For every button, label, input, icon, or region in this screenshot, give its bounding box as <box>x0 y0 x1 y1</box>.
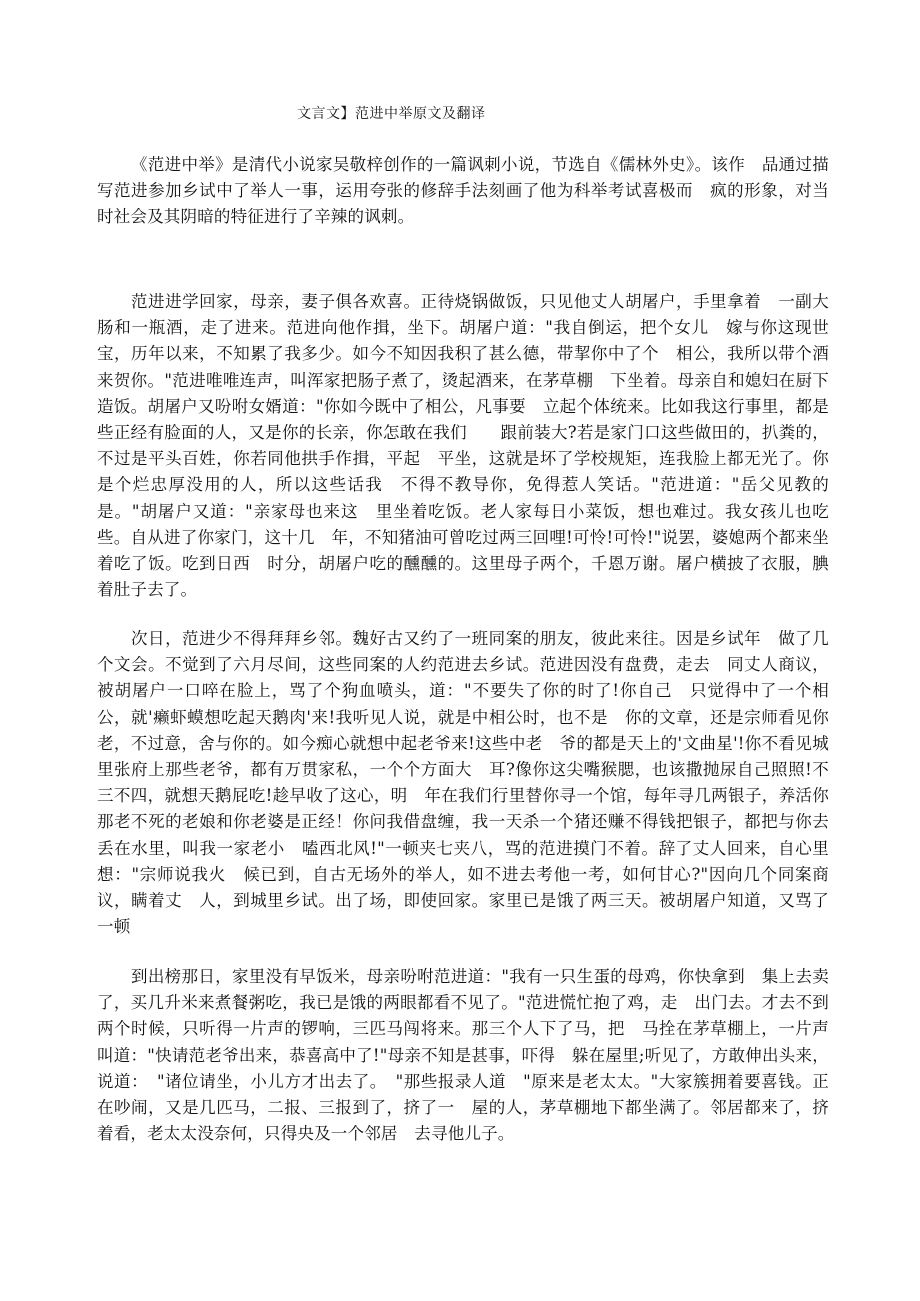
intro-paragraph: 《范进中举》是清代小说家吴敬梓创作的一篇讽刺小说，节选自《儒林外史》。该作 品通过描写范进参加乡试中了举人一事，运用夸张的修辞手法刻画了他为科举考试喜极而 疯的形象，对当时社会及其阴暗的特征进行了辛辣的讽刺。 <box>97 155 829 227</box>
body-paragraph-3: 到出榜那日，家里没有早饭米，母亲吩咐范进道："我有一只生蛋的母鸡，你快拿到 集上去卖了，买几升米来煮餐粥吃，我已是饿的两眼都看不见了。"范进慌忙抱了鸡，走 出门去。才去不到两个时候，只听得一片声的锣响，三匹马闯将来。那三个人下了马，把 马拴在茅草棚上，一片声叫道："快请范老爷出来，恭喜高中了!"母亲不知是甚事，吓得 躲在屋里;听见了，方敢伸出头来，说道： "诸位请坐，小儿方才出去了。 "那些报录人道 "原来是老太太。"大家簇拥着要喜钱。正在吵闹，又是几匹马，二报、三报到了，挤了一 屋的人，茅草棚地下都坐满了。邻居都来了，挤着看，老太太没奈何，只得央及一个邻居 去寻他儿子。 <box>97 967 829 1144</box>
body-paragraph-2: 次日，范进少不得拜拜乡邻。魏好古又约了一班同案的朋友，彼此来往。因是乡试年 做了几个文会。不觉到了六月尽间，这些同案的人约范进去乡试。范进因没有盘费，走去 同丈人商议，被胡屠户一口啐在脸上，骂了个狗血喷头，道："不要失了你的时了!你自己 只觉得中了一个相公，就'癞虾蟆想吃起天鹅肉'来!我听见人说，就是中相公时，也不是 你的文章，还是宗师看见你老，不过意，舍与你的。如今痴心就想中起老爷来!这些中老 爷的都是天上的'文曲星'!你不看见城里张府上那些老爷，都有万贯家私，一个个方面大 耳?像你这尖嘴猴腮，也该撒抛尿自己照照!不三不四，就想天鹅屁吃!趁早收了这心，明 年在我们行里替你寻一个馆，每年寻几两银子，养活你那老不死的老娘和你老婆是正经！你问我借盘缠，我一天杀一个猪还赚不得钱把银子，都把与你去丢在水里，叫我一家老小 嗑西北风!"一顿夹七夹八，骂的范进摸门不着。辞了丈人回来，自心里想："宗师说我火 候已到，自古无场外的举人，如不进去考他一考，如何甘心?"因向几个同案商议，瞒着丈 人，到城里乡试。出了场，即使回家。家里已是饿了两三天。被胡屠户知道，又骂了一顿 <box>97 629 829 937</box>
body-paragraph-1: 范进进学回家，母亲，妻子俱各欢喜。正待烧锅做饭，只见他丈人胡屠户，手里拿着 一副大肠和一瓶酒，走了进来。范进向他作揖，坐下。胡屠户道："我自倒运，把个女儿 嫁与你这现世宝，历年以来，不知累了我多少。如今不知因我积了甚么德，带挈你中了个 相公，我所以带个酒来贺你。"范进唯唯连声，叫浑家把肠子煮了，烫起酒来，在茅草棚 下坐着。母亲自和媳妇在厨下造饭。胡屠户又吩咐女婿道："你如今既中了相公，凡事要 立起个体统来。比如我这行事里，都是些正经有脸面的人，又是你的长亲，你怎敢在我们 跟前装大?若是家门口这些做田的，扒粪的，不过是平头百姓，你若同他拱手作揖，平起 平坐，这就是坏了学校规矩，连我脸上都无光了。你是个烂忠厚没用的人，所以这些话我 不得不教导你，免得惹人笑话。"范进道："岳父见教的是。"胡屠户又道："亲家母也来这 里坐着吃饭。老人家每日小菜饭，想也难过。我女孩儿也吃些。自从进了你家门，这十几 年，不知猪油可曾吃过两三回哩!可怜!可怜!"说罢，婆媳两个都来坐着吃了饭。吃到日西 时分，胡屠户吃的醺醺的。这里母子两个，千恩万谢。屠户横披了衣服，腆着肚子去了。 <box>97 292 829 600</box>
document-title: 文言文】范进中举原文及翻译 <box>297 106 486 122</box>
